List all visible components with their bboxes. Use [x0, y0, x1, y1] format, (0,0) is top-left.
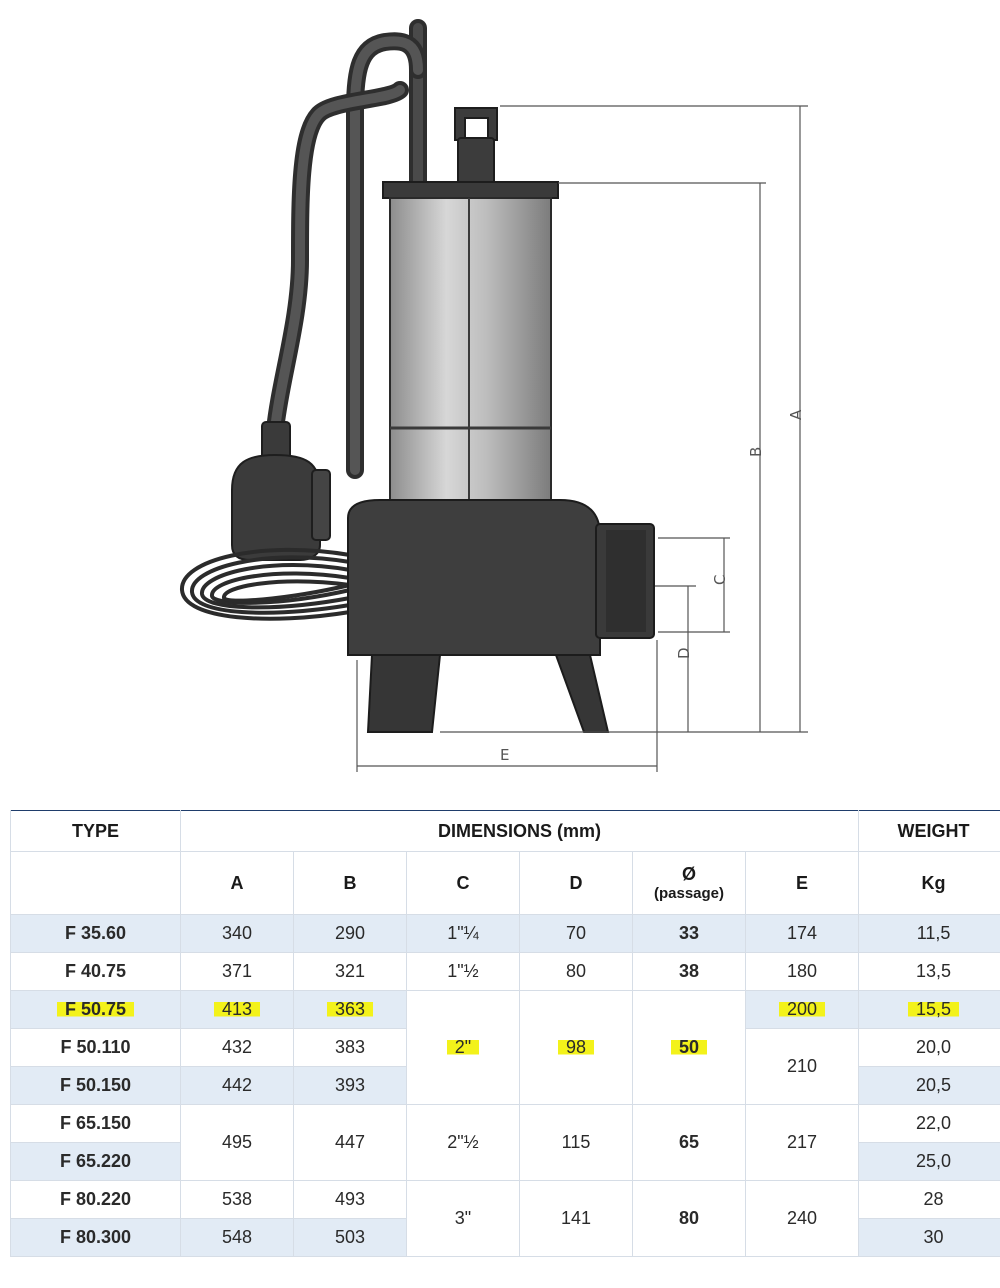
cell-kg: 11,5 [859, 915, 1000, 953]
cell-b: 393 [294, 1067, 407, 1105]
highlighted-type: F 50.75 [57, 997, 134, 1021]
weight-header: WEIGHT [859, 811, 1000, 852]
cell-c-merged: 2"½ [407, 1105, 520, 1181]
cell-d-merged: 115 [520, 1105, 633, 1181]
col-e-header: E [746, 852, 859, 915]
col-d-header: D [520, 852, 633, 915]
dimension-c-label: C [711, 574, 729, 585]
table-row [11, 915, 1000, 953]
highlighted-e: 200 [779, 997, 825, 1021]
type-header: TYPE [11, 811, 181, 852]
pump-dimensions-table [10, 810, 1000, 1257]
table-row [11, 953, 1000, 991]
cell-kg [859, 991, 1000, 1029]
cell-b: 290 [294, 915, 407, 953]
cell-b: 321 [294, 953, 407, 991]
cell-kg: 13,5 [859, 953, 1000, 991]
cell-b [294, 991, 407, 1029]
cell-a: 432 [181, 1029, 294, 1067]
row-type: F 65.220 [11, 1143, 181, 1181]
highlighted-c: 2" [447, 1035, 479, 1059]
cell-e: 180 [746, 953, 859, 991]
cell-a: 538 [181, 1181, 294, 1219]
row-type: F 50.150 [11, 1067, 181, 1105]
cell-e-merged: 210 [746, 1029, 859, 1105]
highlighted-kg: 15,5 [908, 997, 959, 1021]
dimension-b-label: B [747, 446, 765, 457]
table-row [11, 1105, 1000, 1143]
dimension-e-label: E [500, 746, 510, 764]
cell-phi-merged [633, 991, 746, 1105]
cell-b: 383 [294, 1029, 407, 1067]
col-a-header: A [181, 852, 294, 915]
cell-a: 442 [181, 1067, 294, 1105]
cell-b: 503 [294, 1219, 407, 1257]
row-type: F 35.60 [11, 915, 181, 953]
cell-c-merged: 3" [407, 1181, 520, 1257]
cell-kg: 25,0 [859, 1143, 1000, 1181]
cell-kg: 20,5 [859, 1067, 1000, 1105]
cell-e: 174 [746, 915, 859, 953]
cell-phi-merged: 80 [633, 1181, 746, 1257]
cell-c: 1"¼ [407, 915, 520, 953]
cell-phi-merged: 65 [633, 1105, 746, 1181]
cell-d: 70 [520, 915, 633, 953]
pump-handle [455, 108, 497, 184]
passage-label: (passage) [653, 885, 725, 902]
row-type: F 80.220 [11, 1181, 181, 1219]
row-type: F 50.110 [11, 1029, 181, 1067]
cell-a: 371 [181, 953, 294, 991]
cell-kg: 30 [859, 1219, 1000, 1257]
cell-a [181, 991, 294, 1029]
dimension-a-label: A [787, 409, 805, 420]
cell-kg: 20,0 [859, 1029, 1000, 1067]
row-type: F 80.300 [11, 1219, 181, 1257]
cable-coil [182, 550, 350, 619]
table-row [11, 1181, 1000, 1219]
highlighted-b: 363 [327, 997, 373, 1021]
cell-e-merged: 217 [746, 1105, 859, 1181]
col-phi-header [633, 852, 746, 915]
col-c-header: C [407, 852, 520, 915]
row-type [11, 991, 181, 1029]
cell-c: 1"½ [407, 953, 520, 991]
cell-e-merged: 240 [746, 1181, 859, 1257]
cell-d: 80 [520, 953, 633, 991]
row-type: F 65.150 [11, 1105, 181, 1143]
cell-c-merged [407, 991, 520, 1105]
cell-b-merged: 447 [294, 1105, 407, 1181]
table-row [11, 991, 1000, 1029]
cell-e [746, 991, 859, 1029]
float-switch [232, 422, 330, 560]
cell-d-merged [520, 991, 633, 1105]
weight-unit-header: Kg [859, 852, 1000, 915]
row-type: F 40.75 [11, 953, 181, 991]
col-b-header: B [294, 852, 407, 915]
cell-a: 340 [181, 915, 294, 953]
cell-b: 493 [294, 1181, 407, 1219]
cell-phi: 33 [633, 915, 746, 953]
cell-kg: 22,0 [859, 1105, 1000, 1143]
highlighted-d: 98 [558, 1035, 594, 1059]
motor-casing [383, 182, 558, 508]
cell-a-merged: 495 [181, 1105, 294, 1181]
dimension-d-label: D [675, 647, 693, 659]
cell-phi: 38 [633, 953, 746, 991]
cell-kg: 28 [859, 1181, 1000, 1219]
type-subheader-empty [11, 852, 181, 915]
pump-volute [348, 500, 654, 732]
dimensions-header: DIMENSIONS (mm) [181, 811, 859, 852]
cell-d-merged: 141 [520, 1181, 633, 1257]
cell-a: 548 [181, 1219, 294, 1257]
highlighted-phi: 50 [671, 1035, 707, 1059]
highlighted-a: 413 [214, 997, 260, 1021]
phi-symbol: Ø [681, 864, 696, 884]
